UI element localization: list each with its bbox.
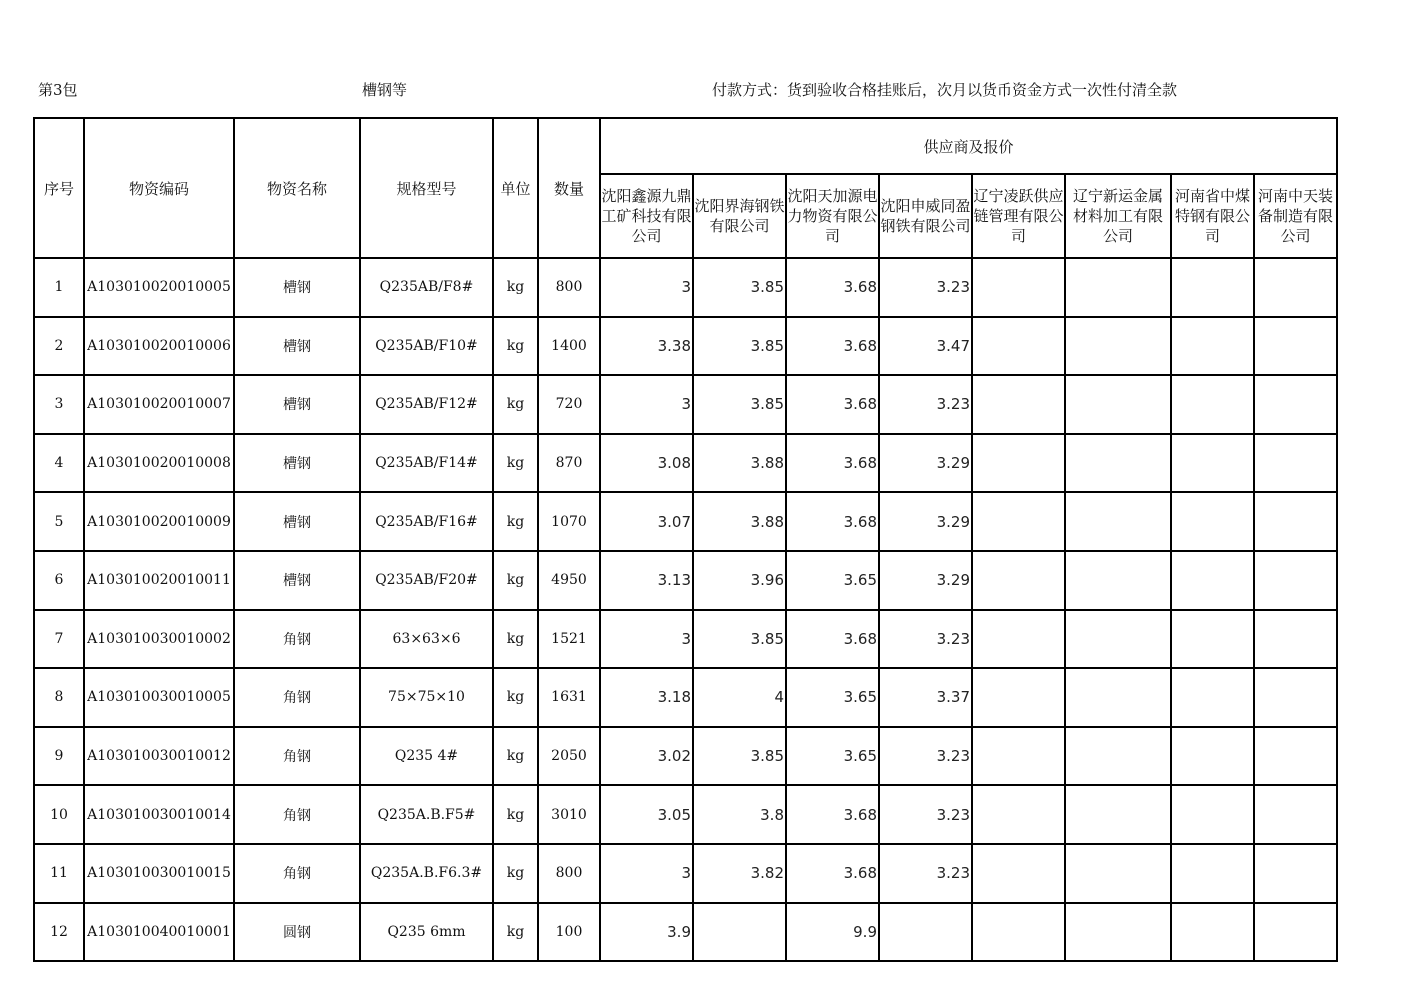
header-supplier: 辽宁凌跃供应链管理有限公司 [972, 174, 1065, 258]
cell-price [1171, 492, 1254, 551]
cell-price: 3.9 [600, 903, 693, 962]
cell-price [1171, 317, 1254, 376]
cell-name: 槽钢 [234, 492, 360, 551]
cell-price [972, 551, 1065, 610]
cell-unit: kg [493, 844, 538, 903]
cell-price [1171, 727, 1254, 786]
cell-price [972, 492, 1065, 551]
cell-price [972, 785, 1065, 844]
cell-price: 3.68 [786, 317, 879, 376]
cell-qty: 3010 [538, 785, 600, 844]
category-label: 槽钢等 [362, 81, 408, 99]
cell-no: 8 [34, 668, 84, 727]
table-row [34, 551, 1337, 610]
cell-name: 槽钢 [234, 375, 360, 434]
cell-no: 5 [34, 492, 84, 551]
table-row [34, 434, 1337, 493]
cell-price [1065, 375, 1171, 434]
cell-unit: kg [493, 727, 538, 786]
cell-price: 3.23 [879, 727, 972, 786]
cell-price [972, 903, 1065, 962]
cell-spec: Q235AB/F8# [360, 258, 493, 317]
cell-name: 槽钢 [234, 317, 360, 376]
cell-price [1254, 317, 1337, 376]
table-row [34, 668, 1337, 727]
table-row [34, 785, 1337, 844]
cell-qty: 800 [538, 844, 600, 903]
cell-price [879, 903, 972, 962]
cell-price [1254, 258, 1337, 317]
table-row [34, 258, 1337, 317]
cell-no: 3 [34, 375, 84, 434]
cell-unit: kg [493, 610, 538, 669]
cell-price [1171, 903, 1254, 962]
cell-code: A103010020010009 [84, 492, 234, 551]
cell-qty: 800 [538, 258, 600, 317]
table-row [34, 317, 1337, 376]
cell-name: 角钢 [234, 844, 360, 903]
table-row [34, 492, 1337, 551]
cell-code: A103010030010012 [84, 727, 234, 786]
cell-price [972, 375, 1065, 434]
cell-price [1254, 785, 1337, 844]
cell-price: 3.23 [879, 258, 972, 317]
cell-price [1171, 551, 1254, 610]
cell-price: 3.29 [879, 551, 972, 610]
cell-price [1065, 785, 1171, 844]
table-row [34, 375, 1337, 434]
cell-price [1065, 844, 1171, 903]
cell-price [1171, 375, 1254, 434]
cell-code: A103010020010008 [84, 434, 234, 493]
cell-code: A103010020010007 [84, 375, 234, 434]
cell-no: 2 [34, 317, 84, 376]
cell-price: 3.68 [786, 844, 879, 903]
cell-unit: kg [493, 258, 538, 317]
cell-price: 3.23 [879, 375, 972, 434]
header-supplier: 辽宁新运金属材料加工有限公司 [1065, 174, 1171, 258]
cell-name: 槽钢 [234, 434, 360, 493]
cell-price [1065, 551, 1171, 610]
cell-price: 3 [600, 258, 693, 317]
header-qty: 数量 [538, 118, 600, 258]
cell-price [1065, 258, 1171, 317]
cell-no: 4 [34, 434, 84, 493]
cell-price [1254, 375, 1337, 434]
cell-price: 3.05 [600, 785, 693, 844]
package-label: 第3包 [38, 81, 78, 99]
cell-qty: 2050 [538, 727, 600, 786]
cell-price [1254, 844, 1337, 903]
cell-spec: 63×63×6 [360, 610, 493, 669]
cell-price: 9.9 [786, 903, 879, 962]
cell-price: 3.23 [879, 610, 972, 669]
header-supplier: 沈阳申威同盈钢铁有限公司 [879, 174, 972, 258]
cell-price: 3.82 [693, 844, 786, 903]
cell-price [1171, 785, 1254, 844]
cell-price [1254, 434, 1337, 493]
cell-name: 角钢 [234, 668, 360, 727]
cell-price: 3.65 [786, 727, 879, 786]
cell-price [1065, 317, 1171, 376]
cell-price [1254, 903, 1337, 962]
cell-qty: 1400 [538, 317, 600, 376]
cell-spec: Q235A.B.F5# [360, 785, 493, 844]
table-row [34, 844, 1337, 903]
cell-unit: kg [493, 317, 538, 376]
cell-price [1254, 551, 1337, 610]
cell-unit: kg [493, 375, 538, 434]
cell-price: 3.23 [879, 844, 972, 903]
cell-price: 3 [600, 844, 693, 903]
cell-price: 3.23 [879, 785, 972, 844]
cell-price: 3 [600, 610, 693, 669]
cell-code: A103010030010014 [84, 785, 234, 844]
cell-price [1254, 668, 1337, 727]
cell-price: 3.65 [786, 551, 879, 610]
cell-unit: kg [493, 551, 538, 610]
cell-price [1065, 903, 1171, 962]
cell-price [972, 317, 1065, 376]
cell-spec: 75×75×10 [360, 668, 493, 727]
cell-code: A103010020010006 [84, 317, 234, 376]
cell-price: 3.85 [693, 375, 786, 434]
cell-spec: Q235A.B.F6.3# [360, 844, 493, 903]
cell-price: 4 [693, 668, 786, 727]
cell-unit: kg [493, 492, 538, 551]
cell-price: 3.02 [600, 727, 693, 786]
table-row [34, 610, 1337, 669]
cell-price: 3.29 [879, 434, 972, 493]
header-no: 序号 [34, 118, 84, 258]
cell-price [1065, 610, 1171, 669]
cell-qty: 1521 [538, 610, 600, 669]
cell-price [1171, 844, 1254, 903]
cell-code: A103010020010005 [84, 258, 234, 317]
cell-price [693, 903, 786, 962]
header-supplier: 河南省中煤特钢有限公司 [1171, 174, 1254, 258]
cell-spec: Q235AB/F12# [360, 375, 493, 434]
cell-qty: 100 [538, 903, 600, 962]
cell-no: 12 [34, 903, 84, 962]
payment-terms: 付款方式：货到验收合格挂账后，次月以货币资金方式一次性付清全款 [712, 81, 1178, 99]
cell-name: 圆钢 [234, 903, 360, 962]
header-unit: 单位 [493, 118, 538, 258]
header-supplier-group: 供应商及报价 [600, 118, 1337, 174]
cell-price: 3.29 [879, 492, 972, 551]
cell-price: 3.37 [879, 668, 972, 727]
cell-name: 角钢 [234, 610, 360, 669]
cell-price: 3.85 [693, 317, 786, 376]
cell-unit: kg [493, 785, 538, 844]
cell-price [1171, 434, 1254, 493]
cell-price: 3.68 [786, 785, 879, 844]
header-spec: 规格型号 [360, 118, 493, 258]
cell-unit: kg [493, 668, 538, 727]
cell-price: 3.88 [693, 492, 786, 551]
cell-qty: 1631 [538, 668, 600, 727]
cell-spec: Q235AB/F20# [360, 551, 493, 610]
cell-spec: Q235AB/F10# [360, 317, 493, 376]
cell-price: 3.85 [693, 258, 786, 317]
cell-no: 1 [34, 258, 84, 317]
cell-price: 3.18 [600, 668, 693, 727]
cell-price: 3.68 [786, 434, 879, 493]
table-row [34, 727, 1337, 786]
cell-price [972, 258, 1065, 317]
cell-price [972, 844, 1065, 903]
cell-spec: Q235 6mm [360, 903, 493, 962]
cell-price [1254, 492, 1337, 551]
cell-price: 3.68 [786, 610, 879, 669]
cell-spec: Q235AB/F16# [360, 492, 493, 551]
cell-price [1171, 610, 1254, 669]
cell-price [1171, 668, 1254, 727]
cell-code: A103010020010011 [84, 551, 234, 610]
cell-price [972, 434, 1065, 493]
header-name: 物资名称 [234, 118, 360, 258]
header-supplier: 河南中天装备制造有限公司 [1254, 174, 1337, 258]
cell-price [972, 610, 1065, 669]
cell-price [1065, 434, 1171, 493]
cell-code: A103010030010002 [84, 610, 234, 669]
cell-spec: Q235AB/F14# [360, 434, 493, 493]
cell-spec: Q235 4# [360, 727, 493, 786]
cell-name: 槽钢 [234, 551, 360, 610]
cell-price [1254, 610, 1337, 669]
cell-price: 3.68 [786, 492, 879, 551]
quotation-table [33, 117, 1338, 962]
cell-qty: 4950 [538, 551, 600, 610]
cell-price: 3.65 [786, 668, 879, 727]
cell-no: 7 [34, 610, 84, 669]
cell-price [1254, 727, 1337, 786]
cell-price: 3.68 [786, 258, 879, 317]
cell-unit: kg [493, 434, 538, 493]
header-code: 物资编码 [84, 118, 234, 258]
cell-price: 3.85 [693, 610, 786, 669]
cell-price: 3.38 [600, 317, 693, 376]
cell-no: 6 [34, 551, 84, 610]
cell-code: A103010040010001 [84, 903, 234, 962]
header-supplier: 沈阳鑫源九鼎工矿科技有限公司 [600, 174, 693, 258]
cell-qty: 870 [538, 434, 600, 493]
cell-price: 3.8 [693, 785, 786, 844]
cell-name: 角钢 [234, 727, 360, 786]
header-supplier: 沈阳界海钢铁有限公司 [693, 174, 786, 258]
cell-price [1171, 258, 1254, 317]
cell-qty: 1070 [538, 492, 600, 551]
cell-price: 3 [600, 375, 693, 434]
table-row [34, 903, 1337, 962]
cell-no: 9 [34, 727, 84, 786]
cell-price: 3.85 [693, 727, 786, 786]
cell-code: A103010030010015 [84, 844, 234, 903]
cell-price [972, 668, 1065, 727]
cell-price: 3.07 [600, 492, 693, 551]
cell-price [1065, 727, 1171, 786]
cell-no: 10 [34, 785, 84, 844]
cell-price [1065, 668, 1171, 727]
cell-name: 槽钢 [234, 258, 360, 317]
cell-price [1065, 492, 1171, 551]
header-supplier: 沈阳天加源电力物资有限公司 [786, 174, 879, 258]
cell-qty: 720 [538, 375, 600, 434]
cell-no: 11 [34, 844, 84, 903]
cell-name: 角钢 [234, 785, 360, 844]
cell-price: 3.13 [600, 551, 693, 610]
cell-price: 3.88 [693, 434, 786, 493]
cell-price: 3.96 [693, 551, 786, 610]
cell-unit: kg [493, 903, 538, 962]
cell-price [972, 727, 1065, 786]
cell-price: 3.08 [600, 434, 693, 493]
cell-price: 3.68 [786, 375, 879, 434]
cell-price: 3.47 [879, 317, 972, 376]
cell-code: A103010030010005 [84, 668, 234, 727]
